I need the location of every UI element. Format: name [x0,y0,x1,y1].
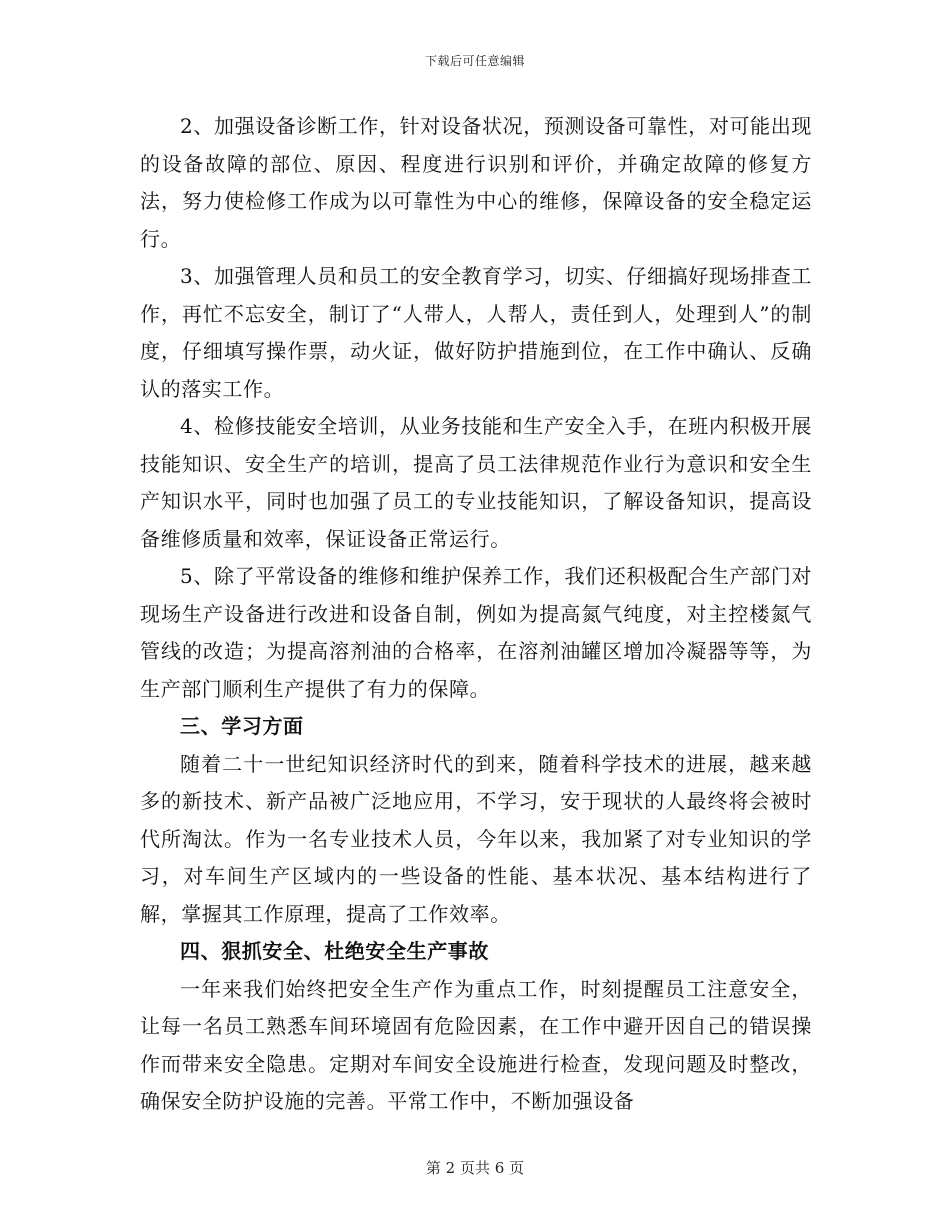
paragraph-study: 随着二十一世纪知识经济时代的到来，随着科学技术的进展，越来越多的新技术、新产品被广泛地应用，不学习，安于现状的人最终将会被时代所淘汰。作为一名专业技术人员，今年以来，我加紧了对专业知识的学习，对车间生产区域内的一些设备的性能、基本状况、基本结构进行了解，掌握其工作原理，提高了工作效率。 [140,751,812,926]
section-heading-safety: 四、狠抓安全、杜绝安全生产事故 [180,939,489,963]
page-number: 第 2 页共 6 页 [425,1159,525,1177]
paragraph-item-5: 5、除了平常设备的维修和维护保养工作，我们还积极配合生产部门对现场生产设备进行改进和设备自制，例如为提高氮气纯度，对主控楼氮气管线的改造；为提高溶剂油的合格率，在溶剂油罐区增加冷凝器等等，为生产部门顺利生产提供了有力的保障。 [140,564,812,701]
paragraph-item-3: 3、加强管理人员和员工的安全教育学习，切实、仔细搞好现场排查工作，再忙不忘安全，制订了“人带人，人帮人，责任到人，处理到人”的制度，仔细填写操作票，动火证，做好防护措施到位，在工作中确认、反确认的落实工作。 [140,264,812,401]
section-heading-study: 三、学习方面 [180,714,304,738]
paragraph-item-2: 2、加强设备诊断工作，针对设备状况，预测设备可靠性，对可能出现的设备故障的部位、原因、程度进行识别和评价，并确定故障的修复方法，努力使检修工作成为以可靠性为中心的维修，保障设备的安全稳定运行。 [140,114,812,251]
page-header: 下载后可任意编辑 [424,54,525,68]
document-body [140,108,812,1121]
paragraph-item-4: 4、检修技能安全培训，从业务技能和生产安全入手，在班内积极开展技能知识、安全生产的培训，提高了员工法律规范作业行为意识和安全生产知识水平，同时也加强了员工的专业技能知识，了解设备知识，提高设备维修质量和效率，保证设备正常运行。 [140,414,812,551]
paragraph-safety: 一年来我们始终把安全生产作为重点工作，时刻提醒员工注意安全，让每一名员工熟悉车间环境固有危险因素，在工作中避开因自己的错误操作而带来安全隐患。定期对车间安全设施进行检查，发现问题及时整改，确保安全防护设施的完善。平常工作中，不断加强设备 [140,976,812,1113]
